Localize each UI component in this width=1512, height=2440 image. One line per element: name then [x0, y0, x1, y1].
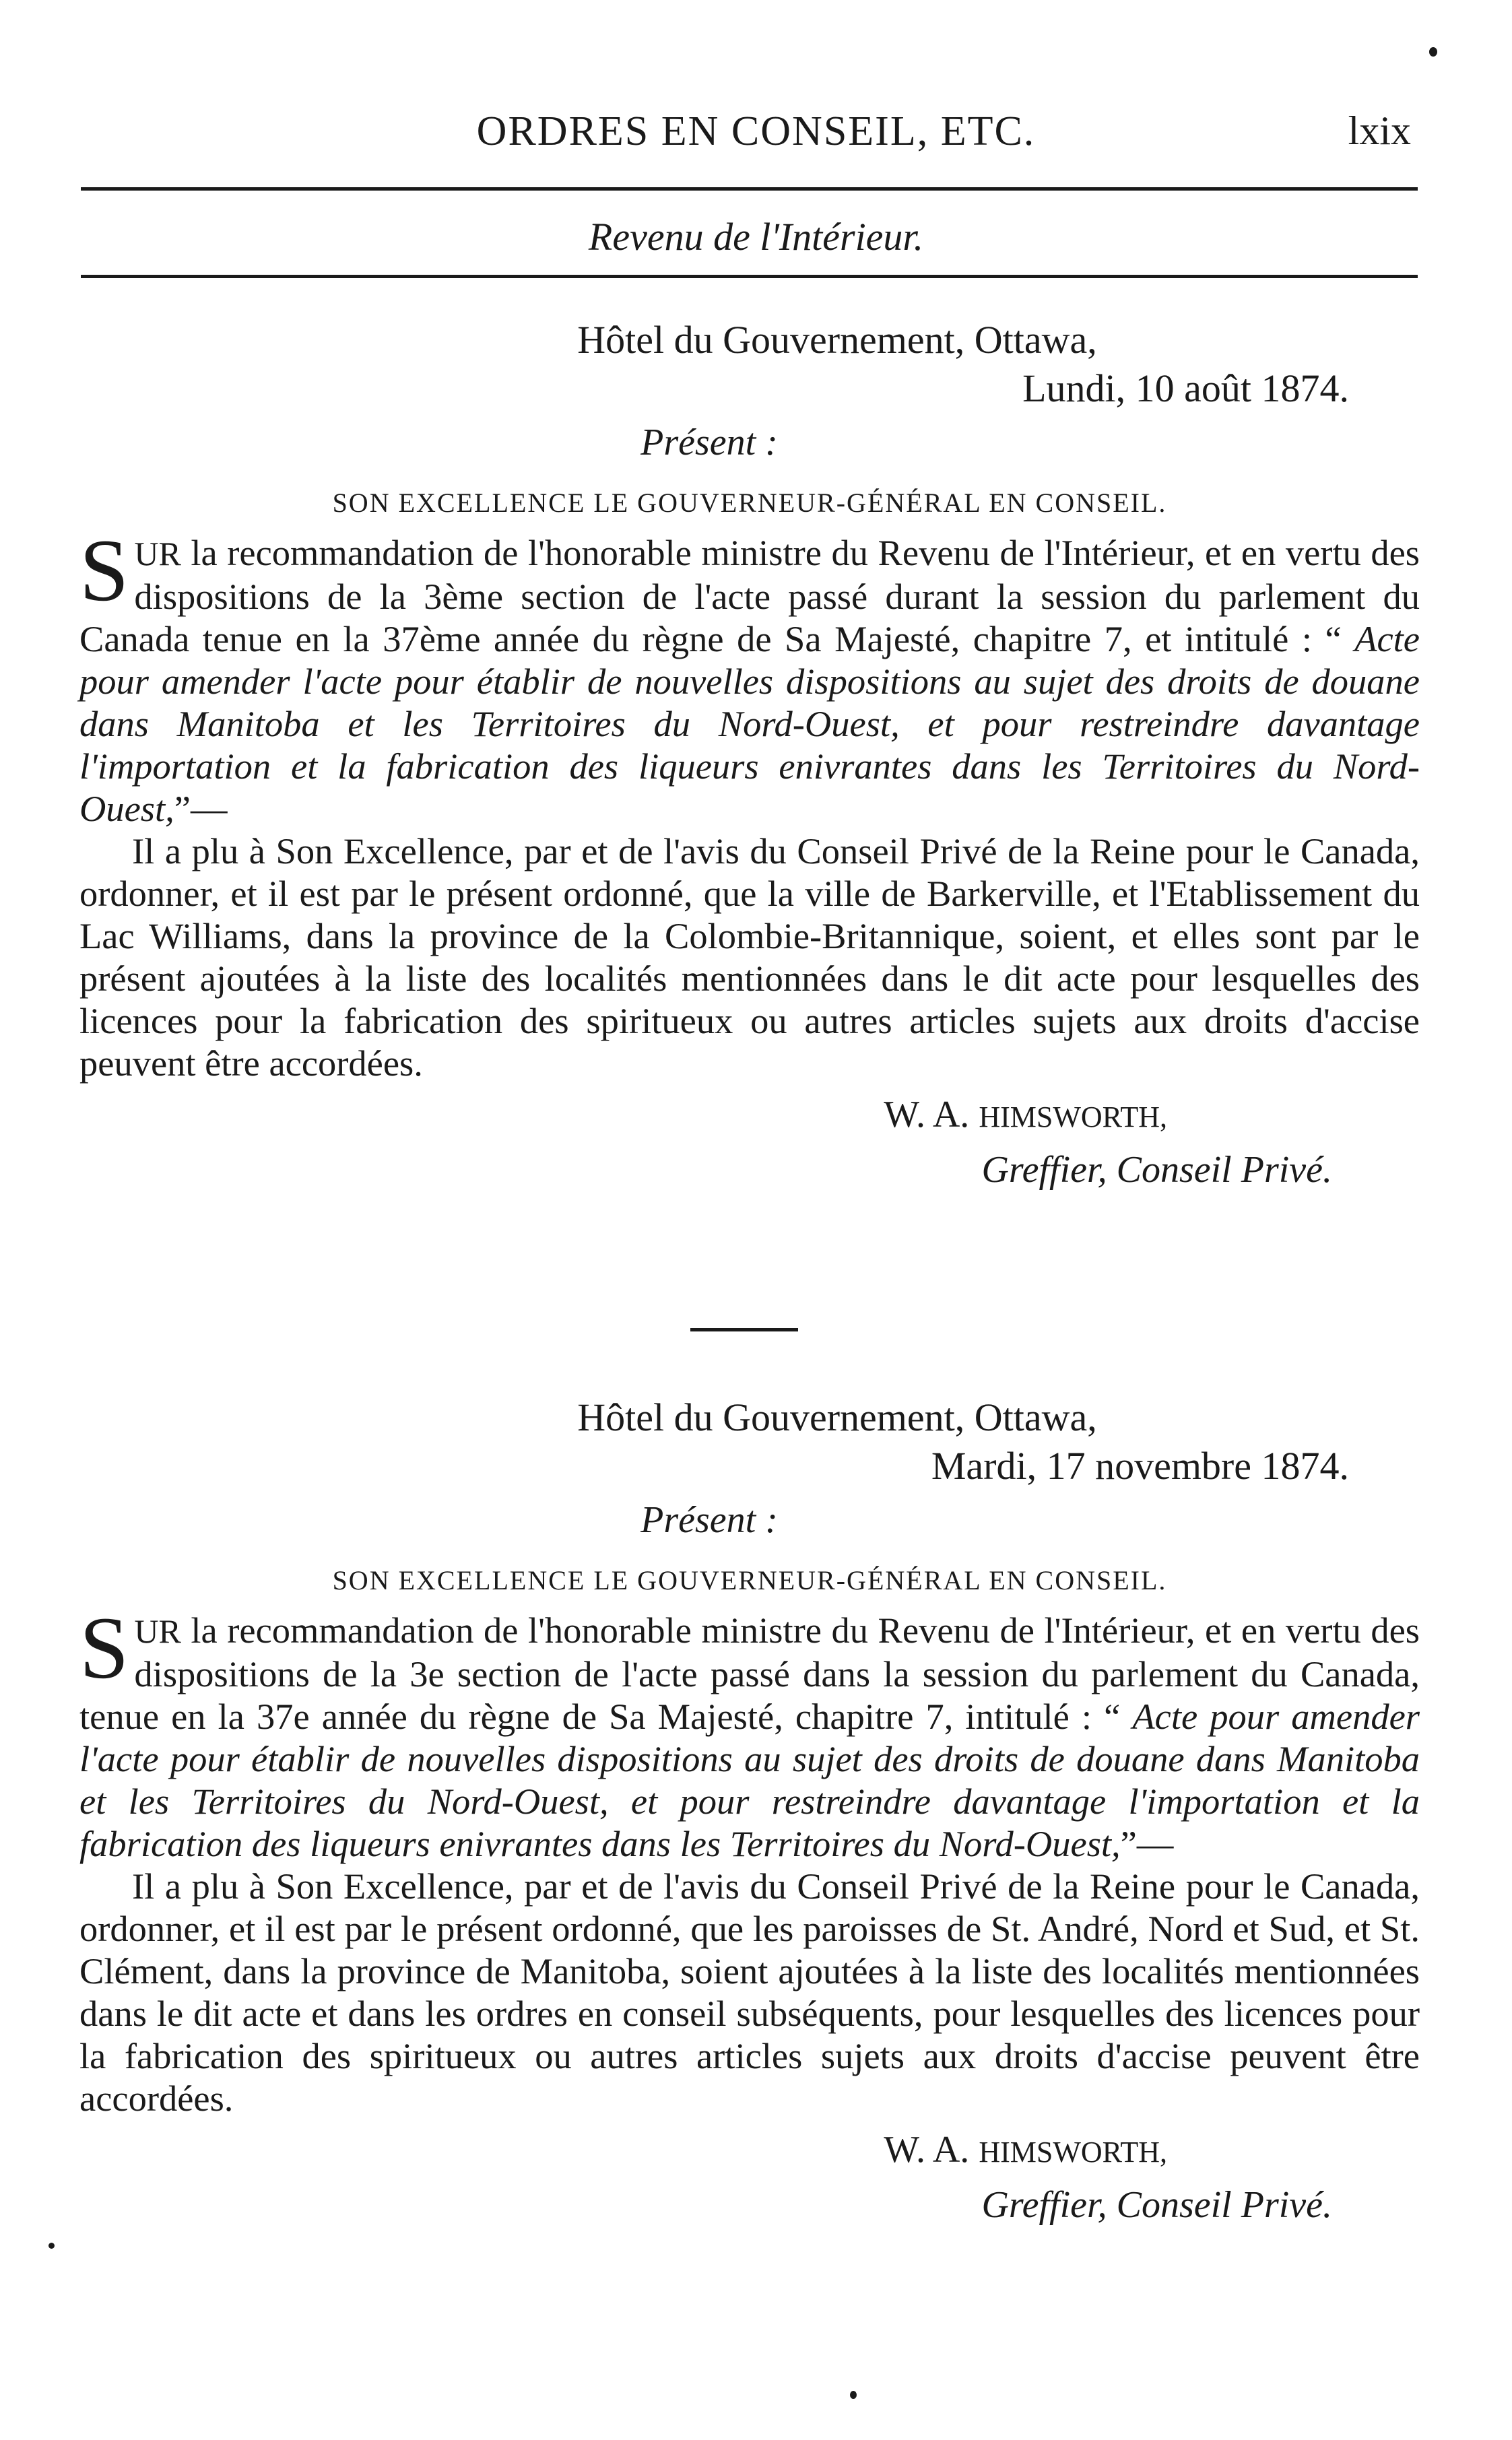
- present-label: Présent :: [640, 1499, 778, 1541]
- print-speck: [1429, 47, 1437, 57]
- order-place: Hôtel du Gouvernement, Ottawa,: [577, 1395, 1097, 1439]
- signature-initials: W. A.: [884, 2129, 979, 2171]
- print-speck: [850, 2391, 857, 2399]
- paragraph-text-end: ”—: [174, 788, 228, 829]
- order-in-council-2: [79, 1394, 1420, 2227]
- order-paragraph-2: Il a plu à Son Excellence, par et de l'avis du Conseil Privé de la Reine pour le Canada, ordonner, et il est par le présent ordonné, que la ville de Barkerville, et l'Etablissement du Lac Williams, dans la province de la Colombie-Britannique, soient, et elles sont par le présent ajoutées à la liste des localités mentionnées dans le dit acte pour lesquelles des licences pour la fabrication des spiritueux ou autres articles sujets aux droits d'accise peuvent être accordées.: [79, 830, 1420, 1084]
- signature-role: Greffier, Conseil Privé.: [981, 1149, 1332, 1191]
- order-paragraph-1: [79, 521, 1420, 830]
- order-paragraph-1: [79, 1598, 1420, 1865]
- print-speck: [48, 2243, 55, 2249]
- order-place: Hôtel du Gouvernement, Ottawa,: [577, 318, 1097, 362]
- drop-cap: S: [79, 1598, 129, 1697]
- page-number: lxix: [1348, 108, 1411, 153]
- paragraph-text-end: ”—: [1120, 1823, 1174, 1864]
- drop-cap: S: [79, 521, 129, 620]
- order-date: Lundi, 10 août 1874.: [1022, 366, 1349, 410]
- present-label: Présent :: [640, 422, 778, 463]
- order-date: Mardi, 17 novembre 1874.: [931, 1444, 1349, 1488]
- signature-name: [79, 2128, 1420, 2175]
- signature-surname: HIMSWORTH,: [979, 1100, 1167, 1133]
- order-divider: [690, 1328, 798, 1331]
- paragraph-text: la recommandation de l'honorable ministre du Revenu de l'Intérieur, et en vertu des dispositions de la 3e section de l'acte passé dans la session du parlement du Canada, tenue en la 37e année du règne de Sa Majesté, chapitre 7, intitulé : “: [79, 1610, 1420, 1737]
- header-rule-top: [81, 187, 1418, 191]
- order-in-council-1: [79, 317, 1420, 1192]
- running-head: [0, 108, 1512, 162]
- first-word: UR: [134, 1612, 181, 1650]
- first-word: UR: [134, 535, 181, 572]
- signature-surname: HIMSWORTH,: [979, 2136, 1167, 2169]
- header-rule-bottom: [81, 275, 1418, 278]
- order-paragraph-2: Il a plu à Son Excellence, par et de l'avis du Conseil Privé de la Reine pour le Canada, ordonner, et il est par le présent ordonné, que les paroisses de St. André, Nord et Sud, et St. Clément, dans la province de Manitoba, soient ajoutées à la liste des localités mentionnées dans le dit acte et dans les ordres en conseil subséquents, pour lesquelles des licences pour la fabrication des spiritueux ou autres articles sujets aux droits d'accise peuvent être accordées.: [79, 1866, 1420, 2119]
- signature-name: [79, 1092, 1420, 1140]
- act-title: Acte pour amender l'acte pour établir de nouvelles dispositions au sujet des droits de douane dans Manitoba et les Territoires du Nord-Ouest, et pour restreindre davantage l'importation et la fabrication des liqueurs enivrantes dans les Territoires du Nord-Ouest,: [79, 618, 1420, 829]
- paragraph-text: la recommandation de l'honorable ministre du Revenu de l'Intérieur, et en vertu des dispositions de la 3ème section de l'acte passé durant la session du parlement du Canada tenue en la 37ème année du règne de Sa Majesté, chapitre 7, et intitulé : “: [79, 532, 1420, 659]
- section-title: Revenu de l'Intérieur.: [588, 215, 924, 259]
- council-line: SON EXCELLENCE LE GOUVERNEUR-GÉNÉRAL EN CONSEIL.: [332, 1565, 1167, 1595]
- act-title: Acte pour amender l'acte pour établir de nouvelles dispositions au sujet des droits de douane dans Manitoba et les Territoires du Nord-Ouest, et pour restreindre davantage l'importation et la fabrication des liqueurs enivrantes dans les Territoires du Nord-Ouest,: [79, 1696, 1420, 1864]
- running-head-title: ORDRES EN CONSEIL, ETC.: [476, 108, 1036, 154]
- signature-role: Greffier, Conseil Privé.: [981, 2184, 1332, 2226]
- signature-initials: W. A.: [884, 1094, 979, 1135]
- council-line: SON EXCELLENCE LE GOUVERNEUR-GÉNÉRAL EN CONSEIL.: [332, 488, 1167, 518]
